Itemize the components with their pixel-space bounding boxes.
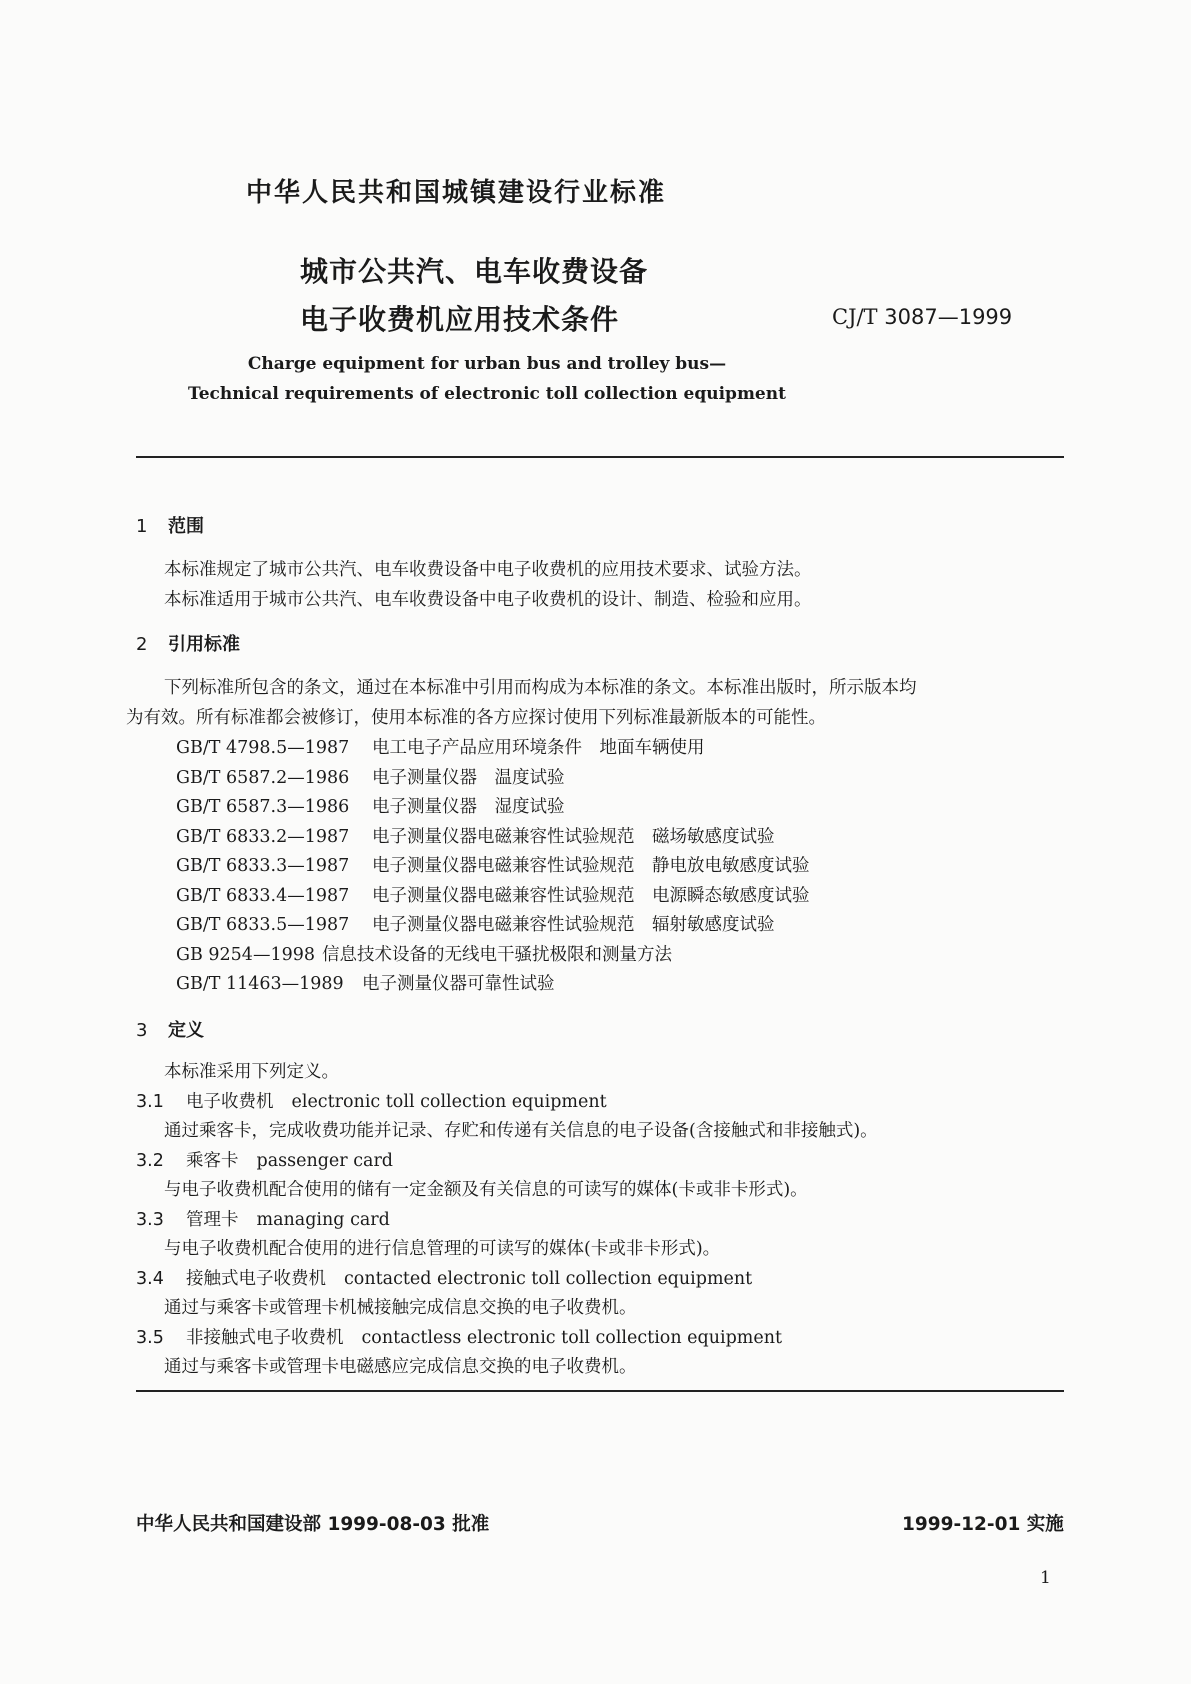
reference-title: 电子测量仪器电磁兼容性试验规范 辐射敏感度试验 [372,915,775,935]
definition-description: 通过与乘客卡或管理卡电磁感应完成信息交换的电子收费机。 [164,1357,637,1377]
definition-heading [136,1265,752,1290]
title-en-line1: Charge equipment for urban bus and trolley bus— [247,354,727,374]
title-en-line2: Technical requirements of electronic toll collection equipment [188,384,786,404]
reference-item [176,852,810,877]
definition-number: 3.5 [136,1328,164,1348]
definition-number: 3.4 [136,1269,164,1289]
header-divider [136,456,1064,458]
section-2-heading [136,630,240,656]
definition-term-en: managing card [256,1210,390,1230]
definition-term: 非接触式电子收费机 [186,1328,344,1348]
section-1-heading [136,512,204,538]
standard-prefix: CJ/T [832,305,878,329]
definition-number: 3.3 [136,1210,164,1230]
reference-title: 电子测量仪器电磁兼容性试验规范 电源瞬态敏感度试验 [372,886,810,906]
definition-description: 通过乘客卡，完成收费功能并记录、存贮和传递有关信息的电子设备(含接触式和非接触式)。 [164,1121,878,1141]
definition-description: 与电子收费机配合使用的储有一定金额及有关信息的可读写的媒体(卡或非卡形式)。 [164,1180,808,1200]
reference-item [176,793,565,818]
reference-title: 电子测量仪器电磁兼容性试验规范 静电放电敏感度试验 [372,856,810,876]
reference-code: GB/T 11463—1989 [176,974,344,994]
definition-term-en: passenger card [256,1151,394,1171]
section-1-title: 范围 [168,516,204,537]
section-3-intro: 本标准采用下列定义。 [164,1062,339,1082]
reference-code: GB/T 6587.3—1986 [176,797,350,817]
reference-title: 电工电子产品应用环境条件 地面车辆使用 [372,738,705,758]
reference-item [176,911,775,936]
reference-title: 信息技术设备的无线电干骚扰极限和测量方法 [322,945,672,965]
page-number: 1 [1040,1568,1051,1588]
reference-code: GB/T 6833.4—1987 [176,886,350,906]
reference-code: GB/T 4798.5—1987 [176,738,350,758]
standard-code [832,305,1012,329]
definition-heading [136,1324,782,1349]
reference-code: GB/T 6833.2—1987 [176,827,350,847]
reference-title: 电子测量仪器可靠性试验 [362,974,555,994]
reference-item [176,882,810,907]
definition-term-en: electronic toll collection equipment [291,1092,607,1112]
reference-item [176,941,672,966]
reference-item [176,764,565,789]
section-3-heading [136,1016,204,1042]
definition-heading [136,1206,390,1231]
definition-heading [136,1088,607,1113]
reference-title: 电子测量仪器电磁兼容性试验规范 磁场敏感度试验 [372,827,775,847]
title-cn-line2: 电子收费机应用技术条件 [300,303,620,336]
section-2-intro-line-2: 为有效。所有标准都会被修订，使用本标准的各方应探讨使用下列标准最新版本的可能性。 [126,708,826,728]
definition-term: 管理卡 [186,1210,239,1230]
definition-description: 与电子收费机配合使用的进行信息管理的可读写的媒体(卡或非卡形式)。 [164,1239,721,1259]
definition-number: 3.2 [136,1151,164,1171]
definition-term-en: contacted electronic toll collection equipment [344,1269,753,1289]
definition-term: 电子收费机 [186,1092,274,1112]
header-title: 中华人民共和国城镇建设行业标准 [246,178,667,208]
reference-title: 电子测量仪器 温度试验 [372,768,565,788]
reference-item [176,970,555,995]
definition-heading [136,1147,393,1172]
definition-term: 乘客卡 [186,1151,239,1171]
section-2-number: 2 [136,634,148,655]
definition-number: 3.1 [136,1092,164,1112]
title-cn-line1: 城市公共汽、电车收费设备 [300,255,649,288]
definition-term-en: contactless electronic toll collection equipment [361,1328,783,1348]
section-2-title: 引用标准 [168,634,240,655]
section-1-para-2: 本标准适用于城市公共汽、电车收费设备中电子收费机的设计、制造、检验和应用。 [164,590,812,610]
footer-divider [136,1390,1064,1392]
reference-code: GB/T 6833.3—1987 [176,856,350,876]
reference-code: GB/T 6833.5—1987 [176,915,350,935]
section-1-number: 1 [136,516,148,537]
reference-item [176,823,775,848]
standard-number: 3087—1999 [884,305,1013,329]
section-3-number: 3 [136,1020,148,1041]
reference-item [176,734,705,759]
reference-code: GB 9254—1998 [176,945,315,965]
reference-title: 电子测量仪器 湿度试验 [372,797,565,817]
definition-term: 接触式电子收费机 [186,1269,326,1289]
approval-text: 中华人民共和国建设部 1999-08-03 批准 [136,1514,490,1535]
section-2-intro-line-1: 下列标准所包含的条文，通过在本标准中引用而构成为本标准的条文。本标准出版时，所示版本均 [164,678,917,698]
reference-code: GB/T 6587.2—1986 [176,768,350,788]
definition-description: 通过与乘客卡或管理卡机械接触完成信息交换的电子收费机。 [164,1298,637,1318]
section-1-para-1: 本标准规定了城市公共汽、电车收费设备中电子收费机的应用技术要求、试验方法。 [164,560,812,580]
section-3-title: 定义 [168,1020,204,1041]
effective-date: 1999-12-01 实施 [902,1514,1064,1535]
